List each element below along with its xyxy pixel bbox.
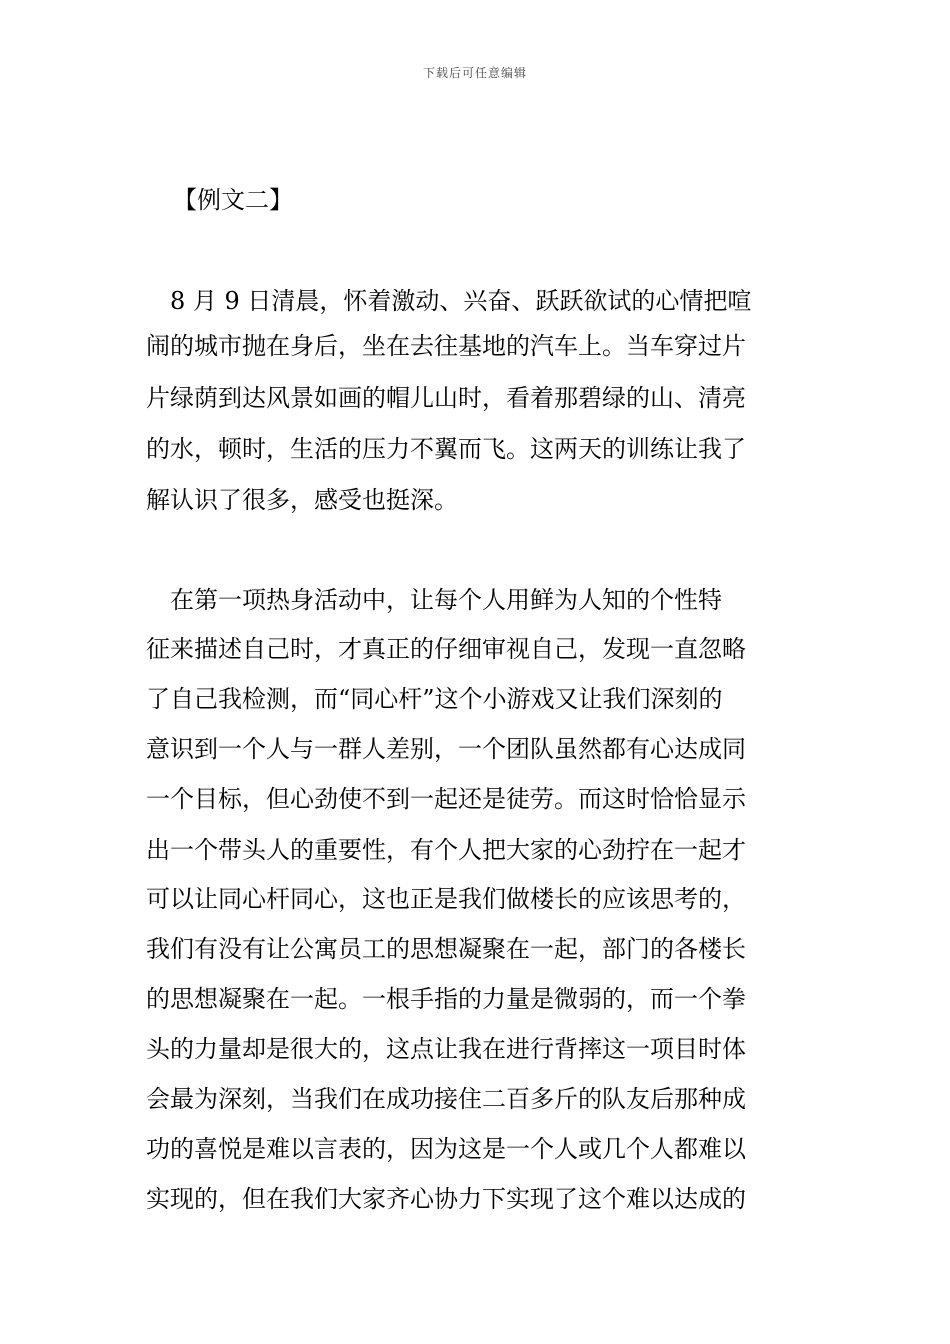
paragraph-line: 会最为深刻，当我们在成功接住二百多斤的队友后那种成	[146, 1085, 746, 1113]
paragraph-line: 头的力量却是很大的，这点让我在进行背摔这一项目时体	[146, 1035, 746, 1063]
paragraph-line: 的思想凝聚在一起。一根手指的力量是微弱的，而一个拳	[146, 985, 746, 1013]
paragraph-line: 出一个带头人的重要性，有个人把大家的心劲拧在一起才	[146, 836, 746, 864]
paragraph-line: 在第一项热身活动中，让每个人用鲜为人知的个性特	[146, 586, 722, 614]
paragraph-line: 功的喜悦是难以言表的，因为这是一个人或几个人都难以	[146, 1135, 746, 1163]
paragraph-line: 可以让同心杆同心，这也正是我们做楼长的应该思考的，	[146, 885, 746, 913]
paragraph-line: 解认识了很多，感受也挺深。	[146, 486, 458, 514]
paragraph-line: 片绿荫到达风景如画的帽儿山时，看着那碧绿的山、清亮	[146, 384, 746, 412]
paragraph-line: 了自己我检测，而“同心杆”这个小游戏又让我们深刻的	[146, 685, 723, 713]
paragraph-line: 征来描述自己时，才真正的仔细审视自己，发现一直忽略	[146, 635, 746, 663]
header-note: 下载后可任意编辑	[422, 66, 527, 80]
paragraph-line: 实现的，但在我们大家齐心协力下实现了这个难以达成的	[146, 1185, 746, 1213]
paragraph-line: 一个目标，但心劲使不到一起还是徒劳。而这时恰恰显示	[146, 785, 746, 813]
paragraph-line: 意识到一个人与一群人差别，一个团队虽然都有心达成同	[146, 735, 746, 763]
section-title: 【例文二】	[173, 186, 293, 214]
paragraph-line: 闹的城市抛在身后，坐在去往基地的汽车上。当车穿过片	[146, 332, 746, 360]
paragraph-line: 8 月 9 日清晨，怀着激动、兴奋、跃跃欲试的心情把喧	[146, 287, 752, 315]
paragraph-line: 的水，顿时，生活的压力不翼而飞。这两天的训练让我了	[146, 435, 746, 463]
paragraph-line: 我们有没有让公寓员工的思想凝聚在一起，部门的各楼长	[146, 935, 746, 963]
